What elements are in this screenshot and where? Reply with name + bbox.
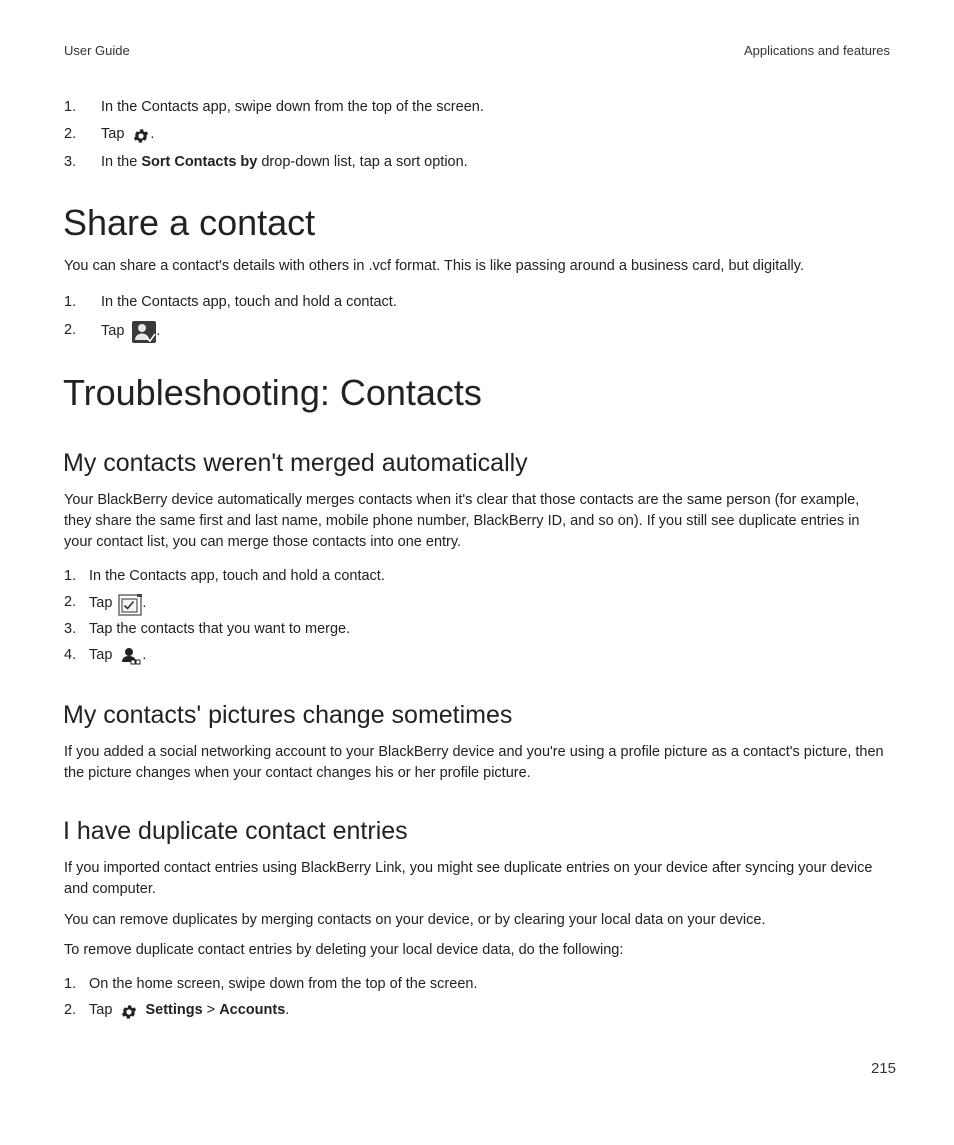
accounts-label: Accounts <box>219 1002 286 1018</box>
step-text: Tap . <box>101 124 154 144</box>
step-number: 1. <box>64 294 77 310</box>
step-number: 2. <box>64 322 77 338</box>
step-number: 3. <box>64 621 77 637</box>
duplicates-heading: I have duplicate contact entries <box>63 817 408 845</box>
duplicates-para-1: If you imported contact entries using BlackBerry Link, you might see duplicate entries on your device after syncing your device and computer. <box>64 860 873 897</box>
step-text: Tap . <box>89 592 146 614</box>
step-number: 2. <box>64 1002 77 1018</box>
tap-label: Tap <box>89 1002 113 1018</box>
step-number: 1. <box>64 568 77 584</box>
step-number: 1. <box>64 976 77 992</box>
header-guide-title: User Guide <box>64 43 130 58</box>
pictures-heading: My contacts' pictures change sometimes <box>63 701 513 729</box>
step-text: On the home screen, swipe down from the top of the screen. <box>89 976 478 992</box>
gear-icon <box>132 127 150 145</box>
merge-contacts-icon <box>120 647 142 667</box>
merged-heading: My contacts weren't merged automatically <box>63 449 528 477</box>
step-number: 2. <box>64 594 77 610</box>
merged-intro: Your BlackBerry device automatically merges contacts when it's clear that those contacts are the same person (for example, they share the same first and last name, mobile phone number, BlackBerry ID, and so on). If you still see duplicate entries in your contact list, you can merge those contacts into one entry. <box>64 492 860 550</box>
step-number: 3. <box>64 154 77 170</box>
pictures-intro: If you added a social networking account to your BlackBerry device and you're using a profile picture as a contact's picture, then the picture changes when your contact changes his or her profile picture. <box>64 744 884 781</box>
step-number: 4. <box>64 647 77 663</box>
step-number: 2. <box>64 126 77 142</box>
step-text: Tap . <box>89 645 146 665</box>
step-text: Tap the contacts that you want to merge. <box>89 621 351 637</box>
share-contact-heading: Share a contact <box>63 202 316 243</box>
share-contact-icon <box>132 321 156 343</box>
step-text: In the Sort Contacts by drop-down list, tap a sort option. <box>101 154 468 170</box>
step-text: In the Contacts app, touch and hold a contact. <box>89 568 385 584</box>
tap-label: Tap <box>89 647 113 663</box>
header-section-title: Applications and features <box>744 43 890 58</box>
gear-icon <box>120 1003 138 1021</box>
step-text: Tap Settings > Accounts. <box>89 1000 289 1020</box>
page-number: 215 <box>870 1060 896 1077</box>
troubleshooting-heading: Troubleshooting: Contacts <box>63 372 482 413</box>
page-header <box>64 43 890 61</box>
tap-label: Tap <box>89 594 113 611</box>
step-number: 1. <box>64 99 77 115</box>
select-checkbox-icon <box>118 594 142 616</box>
step-text: In the Contacts app, swipe down from the top of the screen. <box>101 99 484 115</box>
sort-contacts-by-label: Sort Contacts by <box>141 154 258 170</box>
duplicates-para-3: To remove duplicate contact entries by deleting your local device data, do the following: <box>64 942 624 958</box>
duplicates-para-2: You can remove duplicates by merging contacts on your device, or by clearing your local data on your device. <box>64 912 766 928</box>
step-text: In the Contacts app, touch and hold a contact. <box>101 294 397 310</box>
settings-label: Settings <box>145 1002 203 1018</box>
step-text: Tap . <box>101 320 160 342</box>
share-contact-intro: You can share a contact's details with others in .vcf format. This is like passing around a business card, but digitally. <box>64 258 804 274</box>
tap-label: Tap <box>101 322 125 339</box>
tap-label: Tap <box>101 126 125 142</box>
